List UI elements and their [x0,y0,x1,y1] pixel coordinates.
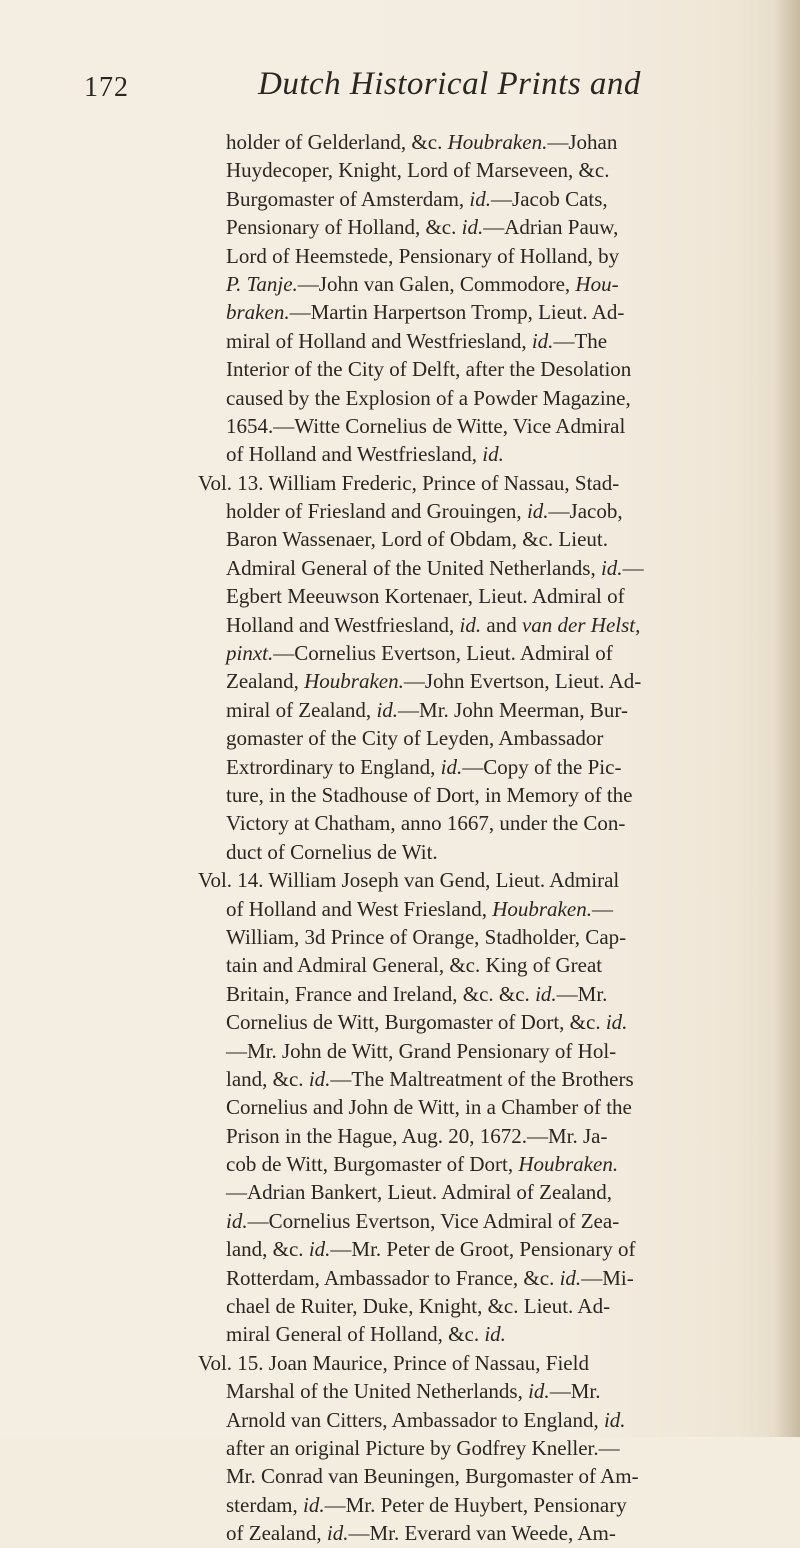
text-line [226,1406,756,1434]
page-header [0,62,800,112]
text-line [226,1320,756,1348]
italic-text: id. [226,1208,248,1233]
text-line [226,1037,756,1065]
text-run: Vol. 14. William Joseph van Gend, Lieut. Admiral [198,868,620,893]
text-line [226,412,756,440]
italic-text: Hou- [575,271,619,296]
text-line [226,611,756,639]
italic-text: van der Helst, [521,612,641,637]
text-run: —Adrian Pauw, [483,215,619,240]
text-run: Rotterdam, Ambassador to France, &c. [226,1265,560,1290]
italic-text: id. [482,442,504,467]
text-run: gomaster of the City of Leyden, Ambassador [226,726,604,751]
text-line [226,923,756,951]
italic-text: id. [302,1492,325,1517]
text-line [226,384,756,412]
text-run: cob de Witt, Burgomaster of Dort, [226,1152,519,1177]
text-line [226,497,756,525]
text-line [226,1122,756,1150]
text-run: —Jacob, [548,499,623,524]
text-run: land, &c. [226,1237,309,1262]
text-run: Cornelius and John de Witt, in a Chamber of the [226,1095,632,1120]
text-run: Burgomaster of Amsterdam, [226,186,470,211]
text-run: after an original Picture by Godfrey Kneller.— [226,1435,620,1460]
italic-text: id. [461,215,484,240]
text-run: Baron Wassenaer, Lord of Obdam, &c. Lieut. [226,527,608,552]
italic-text: Houbraken. [518,1152,619,1177]
text-run: —Mr. John Meerman, Bur- [398,697,628,722]
text-run: — [591,896,613,921]
italic-text: id. [376,697,399,722]
text-run: Mr. Conrad van Beuningen, Burgomaster of Am- [226,1464,639,1489]
text-line [226,1264,756,1292]
italic-text: id. [535,981,557,1006]
italic-text: P. Tanje. [226,271,298,296]
italic-text: id. [526,499,549,524]
text-run: — [622,555,644,580]
text-run: Vol. 13. William Frederic, Prince of Nassau, Stad- [198,470,620,495]
text-line [226,667,756,695]
italic-text: id. [559,1265,582,1290]
text-run: of Holland and West Friesland, [226,896,493,921]
text-run: —Jacob Cats, [491,186,608,211]
text-run: Pensionary of Holland, &c. [226,215,462,240]
text-line [226,1093,756,1121]
text-line [226,1008,756,1036]
text-run: —The [553,328,608,353]
italic-text: id. [308,1237,331,1262]
text-run: Zealand, [226,669,305,694]
text-run: —Mr. Peter de Huybert, Pensionary [324,1492,627,1517]
text-line [226,1178,756,1206]
text-run: —John van Galen, Commodore, [297,271,576,296]
volume-heading-line [198,866,756,894]
text-run: —Copy of the Pic- [462,754,622,779]
text-run: miral General of Holland, &c. [226,1322,485,1347]
text-line [226,156,756,184]
text-run: William, 3d Prince of Orange, Stadholder, Cap- [226,924,627,949]
text-line [226,838,756,866]
text-run: —Mr. John de Witt, Grand Pensionary of Hol- [226,1038,617,1063]
italic-text: id. [605,1010,628,1035]
text-line [226,298,756,326]
text-run: ture, in the Stadhouse of Dort, in Memory of the [226,782,633,807]
text-run: duct of Cornelius de Wit. [226,839,438,864]
text-line [226,213,756,241]
italic-text: Houbraken. [304,669,404,694]
text-run: sterdam, [226,1492,303,1517]
text-run: Holland and Westfriesland, [226,612,460,637]
text-line [226,895,756,923]
text-line [226,1519,756,1547]
italic-text: id. [484,1322,506,1347]
text-line [226,1292,756,1320]
text-run: —Martin Harpertson Tromp, Lieut. Ad- [289,300,625,325]
text-run: —Mr. [556,981,608,1006]
italic-text: id. [600,555,623,580]
text-line [226,1150,756,1178]
text-run: Britain, France and Ireland, &c. &c. [226,981,536,1006]
text-run: —Mr. Everard van Weede, Am- [348,1521,616,1546]
italic-text: braken. [226,300,290,325]
text-run: Victory at Chatham, anno 1667, under the Con- [226,811,626,836]
text-run: land, &c. [226,1066,309,1091]
italic-text: id. [326,1521,349,1546]
text-run: Cornelius de Witt, Burgomaster of Dort, &c. [226,1010,606,1035]
page-number: 172 [84,72,129,103]
text-line [226,185,756,213]
text-run: of Zealand, [226,1521,327,1546]
text-run: Vol. 15. Joan Maurice, Prince of Nassau, Field [198,1350,589,1375]
italic-text: Houbraken. [447,130,548,154]
text-line [226,242,756,270]
text-run: —Mi- [581,1265,634,1290]
text-run: Prison in the Hague, Aug. 20, 1672.—Mr. Ja- [226,1123,608,1148]
page-edge-shadow [774,0,800,1437]
text-run: tain and Admiral General, &c. King of Great [226,953,603,978]
text-line [226,1462,756,1490]
text-line [226,1377,756,1405]
text-line [226,1235,756,1263]
italic-text: id. [308,1066,331,1091]
italic-text: id. [469,186,492,211]
text-run: miral of Holland and Westfriesland, [226,328,532,353]
italic-text: id. [528,1379,550,1404]
text-line [226,809,756,837]
text-line [226,980,756,1008]
text-line [226,1434,756,1462]
text-run: holder of Gelderland, &c. [226,130,448,154]
italic-text: pinxt. [226,641,274,666]
text-line [226,781,756,809]
italic-text: id. [440,754,463,779]
text-run: Extrordinary to England, [226,754,441,779]
text-run: Egbert Meeuwson Kortenaer, Lieut. Admiral of [226,584,625,609]
text-run: 1654.—Witte Cornelius de Witte, Vice Admiral [226,413,626,438]
volume-heading-line [198,469,756,497]
text-run: and [481,612,522,637]
text-run: chael de Ruiter, Duke, Knight, &c. Lieut. Ad- [226,1294,611,1319]
text-run: —Cornelius Evertson, Lieut. Admiral of [273,641,613,666]
text-line [226,440,756,468]
text-line [226,525,756,553]
text-run: Interior of the City of Delft, after the Desolation [226,357,632,382]
text-line [226,128,756,156]
text-line [226,554,756,582]
text-line [226,951,756,979]
text-run: —Johan [547,130,618,154]
italic-text: id. [603,1407,626,1432]
text-line [226,753,756,781]
text-run: of Holland and Westfriesland, [226,442,483,467]
text-run: Admiral General of the United Netherlands, [226,555,601,580]
text-line [226,582,756,610]
text-run: —The Maltreatment of the Brothers [330,1066,634,1091]
text-run: Lord of Heemstede, Pensionary of Holland, by [226,243,620,268]
text-run: —Adrian Bankert, Lieut. Admiral of Zealand, [226,1180,613,1205]
volume-heading-line [198,1349,756,1377]
text-run: —Mr. [549,1379,601,1404]
text-line [226,1491,756,1519]
italic-text: id. [459,612,482,637]
text-line [226,355,756,383]
italic-text: id. [531,328,554,353]
text-line [226,639,756,667]
italic-text: Houbraken. [492,896,592,921]
text-run: Marshal of the United Netherlands, [226,1379,529,1404]
text-line [226,696,756,724]
text-line [226,327,756,355]
text-run: caused by the Explosion of a Powder Magazine, [226,385,631,410]
body-text [198,128,756,1548]
text-run: holder of Friesland and Grouingen, [226,499,527,524]
text-run: —Cornelius Evertson, Vice Admiral of Zea- [247,1208,620,1233]
running-title: Dutch Historical Prints and [258,66,641,102]
text-run: Arnold van Citters, Ambassador to England, [226,1407,604,1432]
text-line [226,270,756,298]
text-run: —Mr. Peter de Groot, Pensionary of [330,1237,636,1262]
text-run: Huydecoper, Knight, Lord of Marseveen, &c. [226,158,610,183]
text-line [226,1207,756,1235]
text-run: miral of Zealand, [226,697,377,722]
text-run: —John Evertson, Lieut. Ad- [403,669,642,694]
text-line [226,1065,756,1093]
text-line [226,724,756,752]
